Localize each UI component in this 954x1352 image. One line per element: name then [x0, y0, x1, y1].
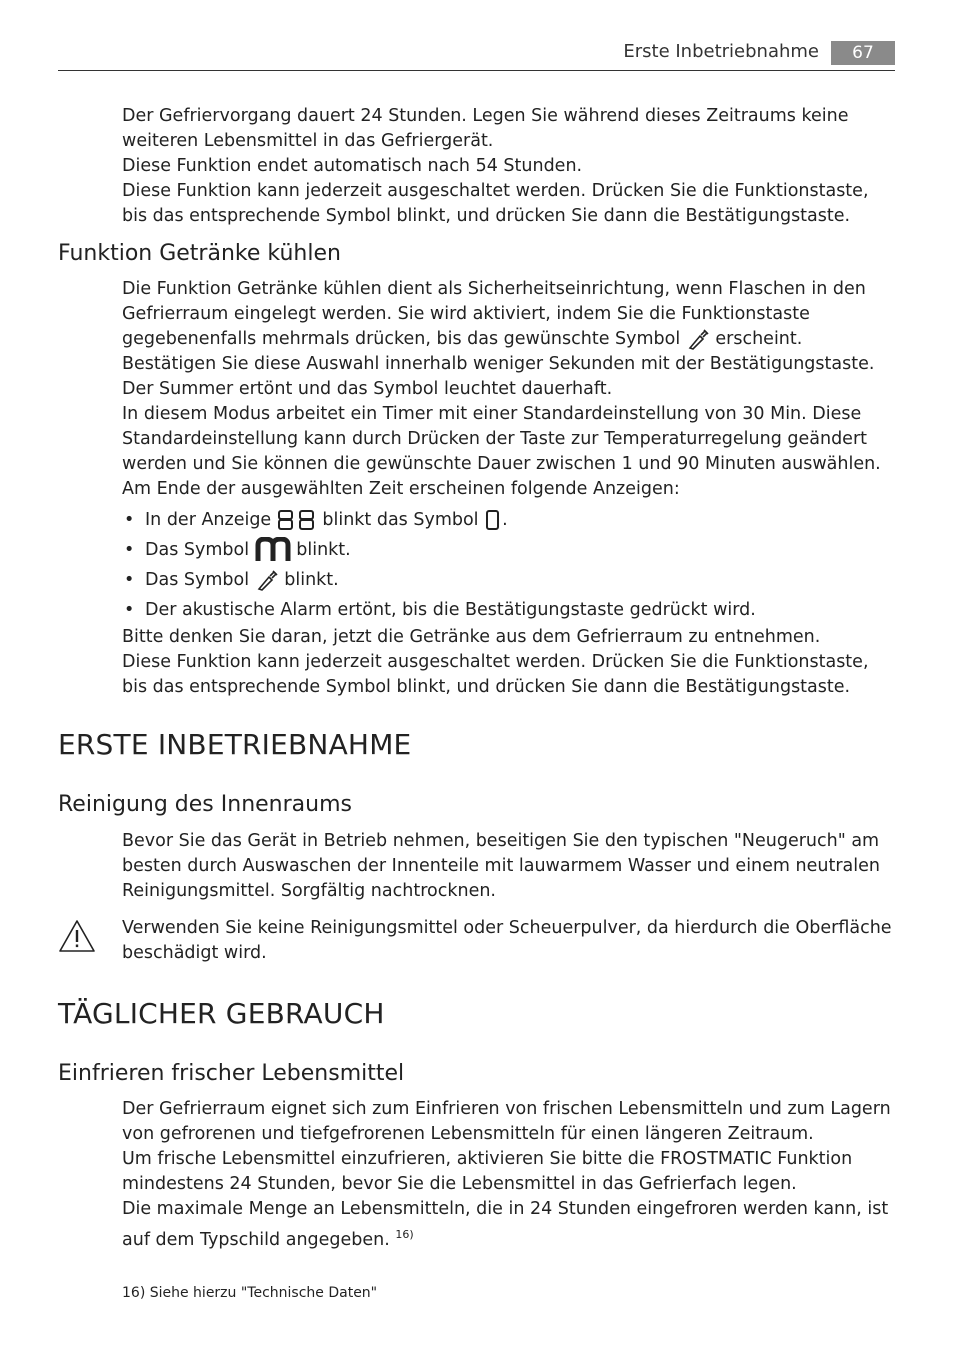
page-number: 67 [831, 41, 895, 65]
bottle-icon [255, 569, 279, 591]
drinks-p1-after: erscheint. [715, 329, 803, 349]
footnote-ref: 16) [395, 1228, 414, 1241]
warning-block [122, 916, 895, 966]
heading-einfrieren: Einfrieren frischer Lebensmittel [58, 1061, 405, 1086]
footnote: 16) Siehe hierzu "Technische Daten" [122, 1285, 378, 1301]
display-segment-icon [484, 509, 502, 531]
heading-taeglicher-gebrauch: TÄGLICHER GEBRAUCH [58, 997, 385, 1030]
einfrieren-paragraph: Die maximale Menge an Lebensmitteln, die in 24 Stunden eingefroren werden kann, ist auf dem Typschild angegeben. $^{16)}$ [122, 1199, 889, 1250]
display-88-icon [277, 509, 317, 531]
einfrieren-paragraph: Der Gefrierraum eignet sich zum Einfrieren von frischen Lebensmitteln und zum Lagern von gefrorenen und tiefgefrorenen Lebensmitteln für einen längeren Zeitraum. [122, 1099, 891, 1144]
heading-erste-inbetriebnahme: ERSTE INBETRIEBNAHME [58, 728, 412, 761]
list-item: • Das Symbol blinkt. [124, 570, 339, 590]
m-symbol-icon [255, 537, 291, 563]
list-item: • Das Symbol blinkt. [122, 535, 895, 565]
page-header [58, 40, 895, 71]
warning-icon [58, 918, 96, 954]
intro-paragraph: Der Gefriervorgang dauert 24 Stunden. Legen Sie während dieses Zeitraums keine weiteren Lebensmittel in das Gefriergerät. [122, 106, 849, 151]
einfrieren-paragraph: Um frische Lebensmittel einzufrieren, aktivieren Sie bitte die FROSTMATIC Funktion mindestens 24 Stunden, bevor Sie die Lebensmittel in das Gefrierfach legen. [122, 1149, 853, 1194]
reinigung-paragraph: Bevor Sie das Gerät in Betrieb nehmen, beseitigen Sie den typischen "Neugeruch" am besten durch Auswaschen der Innenteile mit lauwarmem Wasser und einem neutralen Reinigungsmittel. Sorgfältig nachtrocknen. [122, 831, 880, 901]
list-item: • In der Anzeige blinkt das Symbol . [124, 510, 508, 530]
intro-paragraph: Diese Funktion endet automatisch nach 54 Stunden. [122, 156, 583, 176]
list-item: • Der akustische Alarm ertönt, bis die Bestätigungstaste gedrückt wird. [124, 600, 756, 620]
header-title: Erste Inbetriebnahme [623, 41, 819, 62]
heading-drinks: Funktion Getränke kühlen [58, 241, 341, 266]
drinks-block [122, 277, 895, 700]
drinks-paragraph: In diesem Modus arbeitet ein Timer mit einer Standardeinstellung von 30 Min. Diese Standardeinstellung kann durch Drücken der Taste zur Temperaturregelung geändert werden und Sie können die gewünschte Dauer zwischen 1 und 90 Minuten auswählen. [122, 404, 881, 474]
drinks-paragraph: Am Ende der ausgewählten Zeit erscheinen folgende Anzeigen: [122, 479, 680, 499]
drinks-bullet-list [122, 505, 895, 625]
einfrieren-block [122, 1097, 895, 1253]
heading-reinigung: Reinigung des Innenraums [58, 792, 352, 817]
drinks-paragraph: Bestätigen Sie diese Auswahl innerhalb weniger Sekunden mit der Bestätigungstaste. Der Summer ertönt und das Symbol leuchtet dauerhaft. [122, 354, 875, 399]
intro-paragraph: Diese Funktion kann jederzeit ausgeschaltet werden. Drücken Sie die Funktionstaste, bis das entsprechende Symbol blinkt, und drücken Sie dann die Bestätigungstaste. [122, 181, 869, 226]
bottle-icon [686, 328, 710, 350]
intro-block [122, 104, 895, 229]
drinks-p1-text: Die Funktion Getränke kühlen dient als Sicherheitseinrichtung, wenn Flaschen in den Gefrierraum eingelegt werden. Sie wird aktiviert, indem Sie die Funktionstaste gegebenenfalls mehrmals drücken, bis das gewünschte Symbol [122, 279, 866, 349]
drinks-paragraph: Bitte denken Sie daran, jetzt die Getränke aus dem Gefrierraum zu entnehmen. [122, 627, 821, 647]
typschild-term: Typschild [200, 1229, 281, 1250]
reinigung-block [122, 829, 895, 904]
drinks-paragraph: Diese Funktion kann jederzeit ausgeschaltet werden. Drücken Sie die Funktionstaste, bis das entsprechende Symbol blinkt, und drücken Sie dann die Bestätigungstaste. [122, 652, 869, 697]
drinks-paragraph [122, 277, 895, 352]
warning-text: Verwenden Sie keine Reinigungsmittel oder Scheuerpulver, da hierdurch die Oberfläche beschädigt wird. [122, 918, 892, 963]
